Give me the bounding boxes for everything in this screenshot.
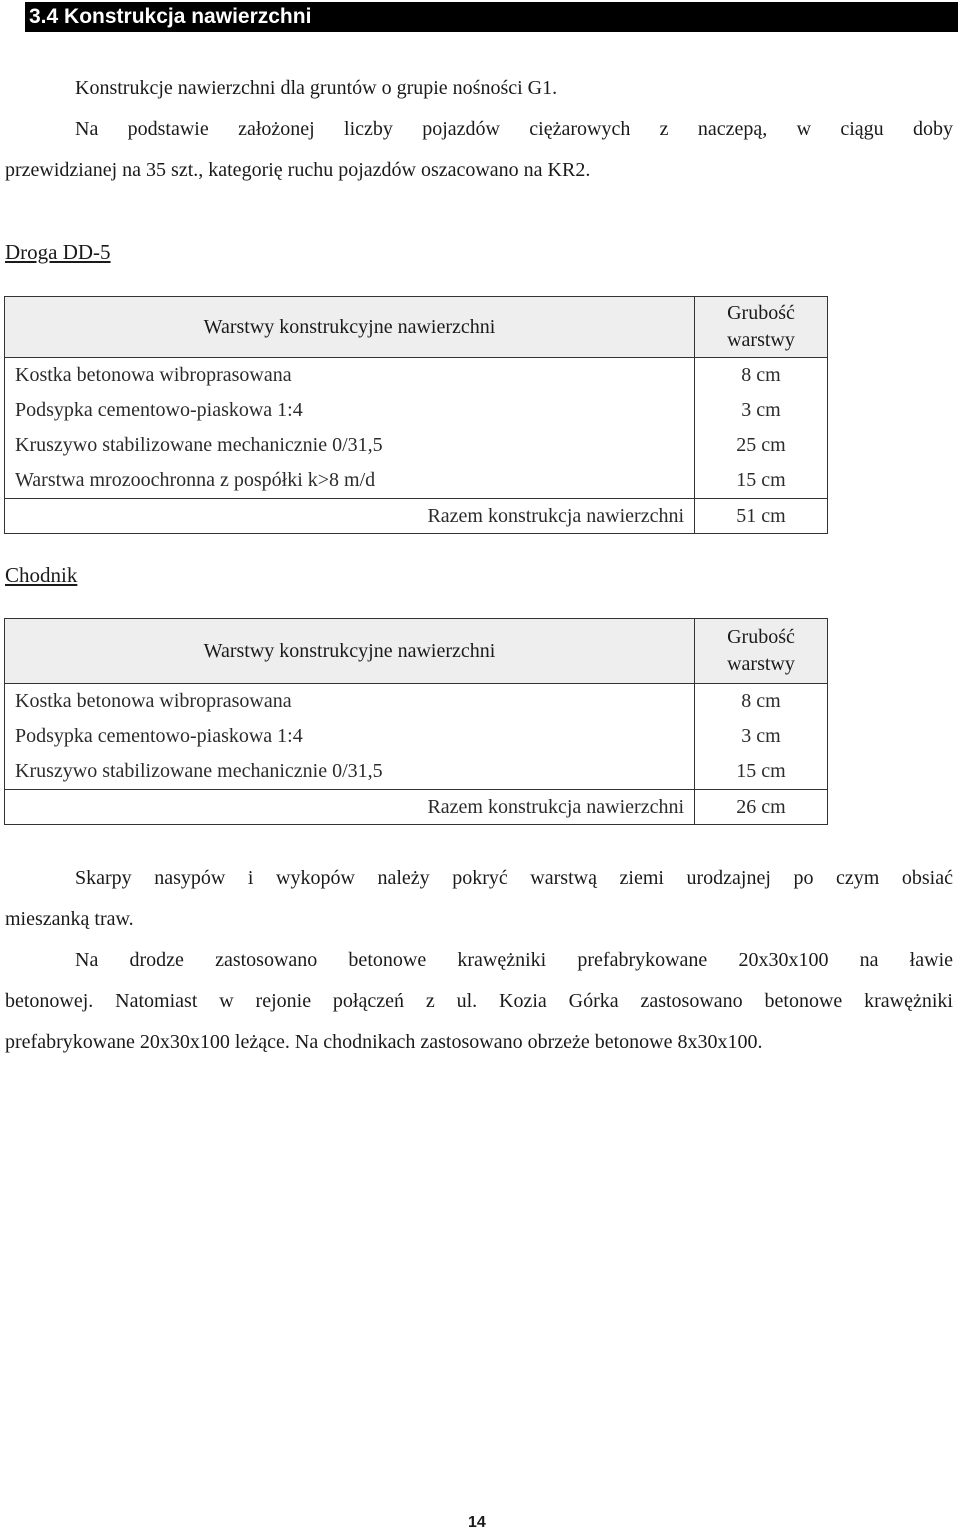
table-row [5,358,828,394]
intro-line-3: przewidzianej na 35 szt., kategorię ruchu pojazdów oszacowano na KR2. [5,159,591,181]
layer-thickness: 8 cm [695,358,828,394]
layer-name: Kruszywo stabilizowane mechanicznie 0/31,5 [5,428,695,463]
table-total-row [5,499,828,534]
table-row [5,719,828,754]
layer-thickness: 15 cm [695,754,828,790]
thickness-header-line-1: Grubość [727,626,795,648]
layer-name: Podsypka cementowo-piaskowa 1:4 [5,719,695,754]
sidewalk-layers-table [4,618,828,825]
thickness-column-header [695,619,828,684]
sidewalk-section-title: Chodnik [5,563,78,587]
table-row [5,754,828,790]
road-layers-table [4,296,828,534]
table-row [5,393,828,428]
page-number: 14 [468,1514,486,1531]
layer-name: Kruszywo stabilizowane mechanicznie 0/31,5 [5,754,695,790]
table-header-row [5,619,828,684]
thickness-column-header [695,297,828,358]
total-label: Razem konstrukcja nawierzchni [5,499,695,534]
closing-p2-line-2: betonowej. Natomiast w rejonie połączeń z ul. Kozia Górka zastosowano betonowe krawężniki [5,990,953,1012]
total-value: 51 cm [695,499,828,534]
layer-name: Kostka betonowa wibroprasowana [5,684,695,720]
closing-paragraph-2 [5,940,953,1063]
closing-p2-line-1: Na drodze zastosowano betonowe krawężniki prefabrykowane 20x30x100 na ławie [75,949,953,971]
closing-p1-line-2: mieszanką traw. [5,908,134,930]
layer-thickness: 3 cm [695,719,828,754]
layer-thickness: 15 cm [695,463,828,499]
intro-paragraph [5,68,953,191]
table-row [5,463,828,499]
layers-column-header: Warstwy konstrukcyjne nawierzchni [5,297,695,358]
thickness-header-line-2: warstwy [727,653,795,675]
table-row [5,684,828,720]
layers-column-header: Warstwy konstrukcyjne nawierzchni [5,619,695,684]
total-label: Razem konstrukcja nawierzchni [5,790,695,825]
layer-thickness: 3 cm [695,393,828,428]
layer-name: Kostka betonowa wibroprasowana [5,358,695,394]
road-section-title: Droga DD-5 [5,240,111,264]
layer-thickness: 25 cm [695,428,828,463]
closing-paragraph-1 [5,858,953,940]
section-heading: 3.4 Konstrukcja nawierzchni [25,2,958,32]
thickness-header-line-2: warstwy [727,329,795,351]
layer-thickness: 8 cm [695,684,828,720]
closing-p2-line-3: prefabrykowane 20x30x100 leżące. Na chodnikach zastosowano obrzeże betonowe 8x30x100. [5,1031,763,1053]
intro-line-2: Na podstawie założonej liczby pojazdów ciężarowych z naczepą, w ciągu doby [75,118,953,140]
table-row [5,428,828,463]
layer-name: Podsypka cementowo-piaskowa 1:4 [5,393,695,428]
total-value: 26 cm [695,790,828,825]
layer-name: Warstwa mrozoochronna z pospółki k>8 m/d [5,463,695,499]
table-header-row [5,297,828,358]
thickness-header-line-1: Grubość [727,302,795,324]
closing-p1-line-1: Skarpy nasypów i wykopów należy pokryć warstwą ziemi urodzajnej po czym obsiać [75,867,953,889]
intro-line-1: Konstrukcje nawierzchni dla gruntów o grupie nośności G1. [75,77,558,99]
table-total-row [5,790,828,825]
